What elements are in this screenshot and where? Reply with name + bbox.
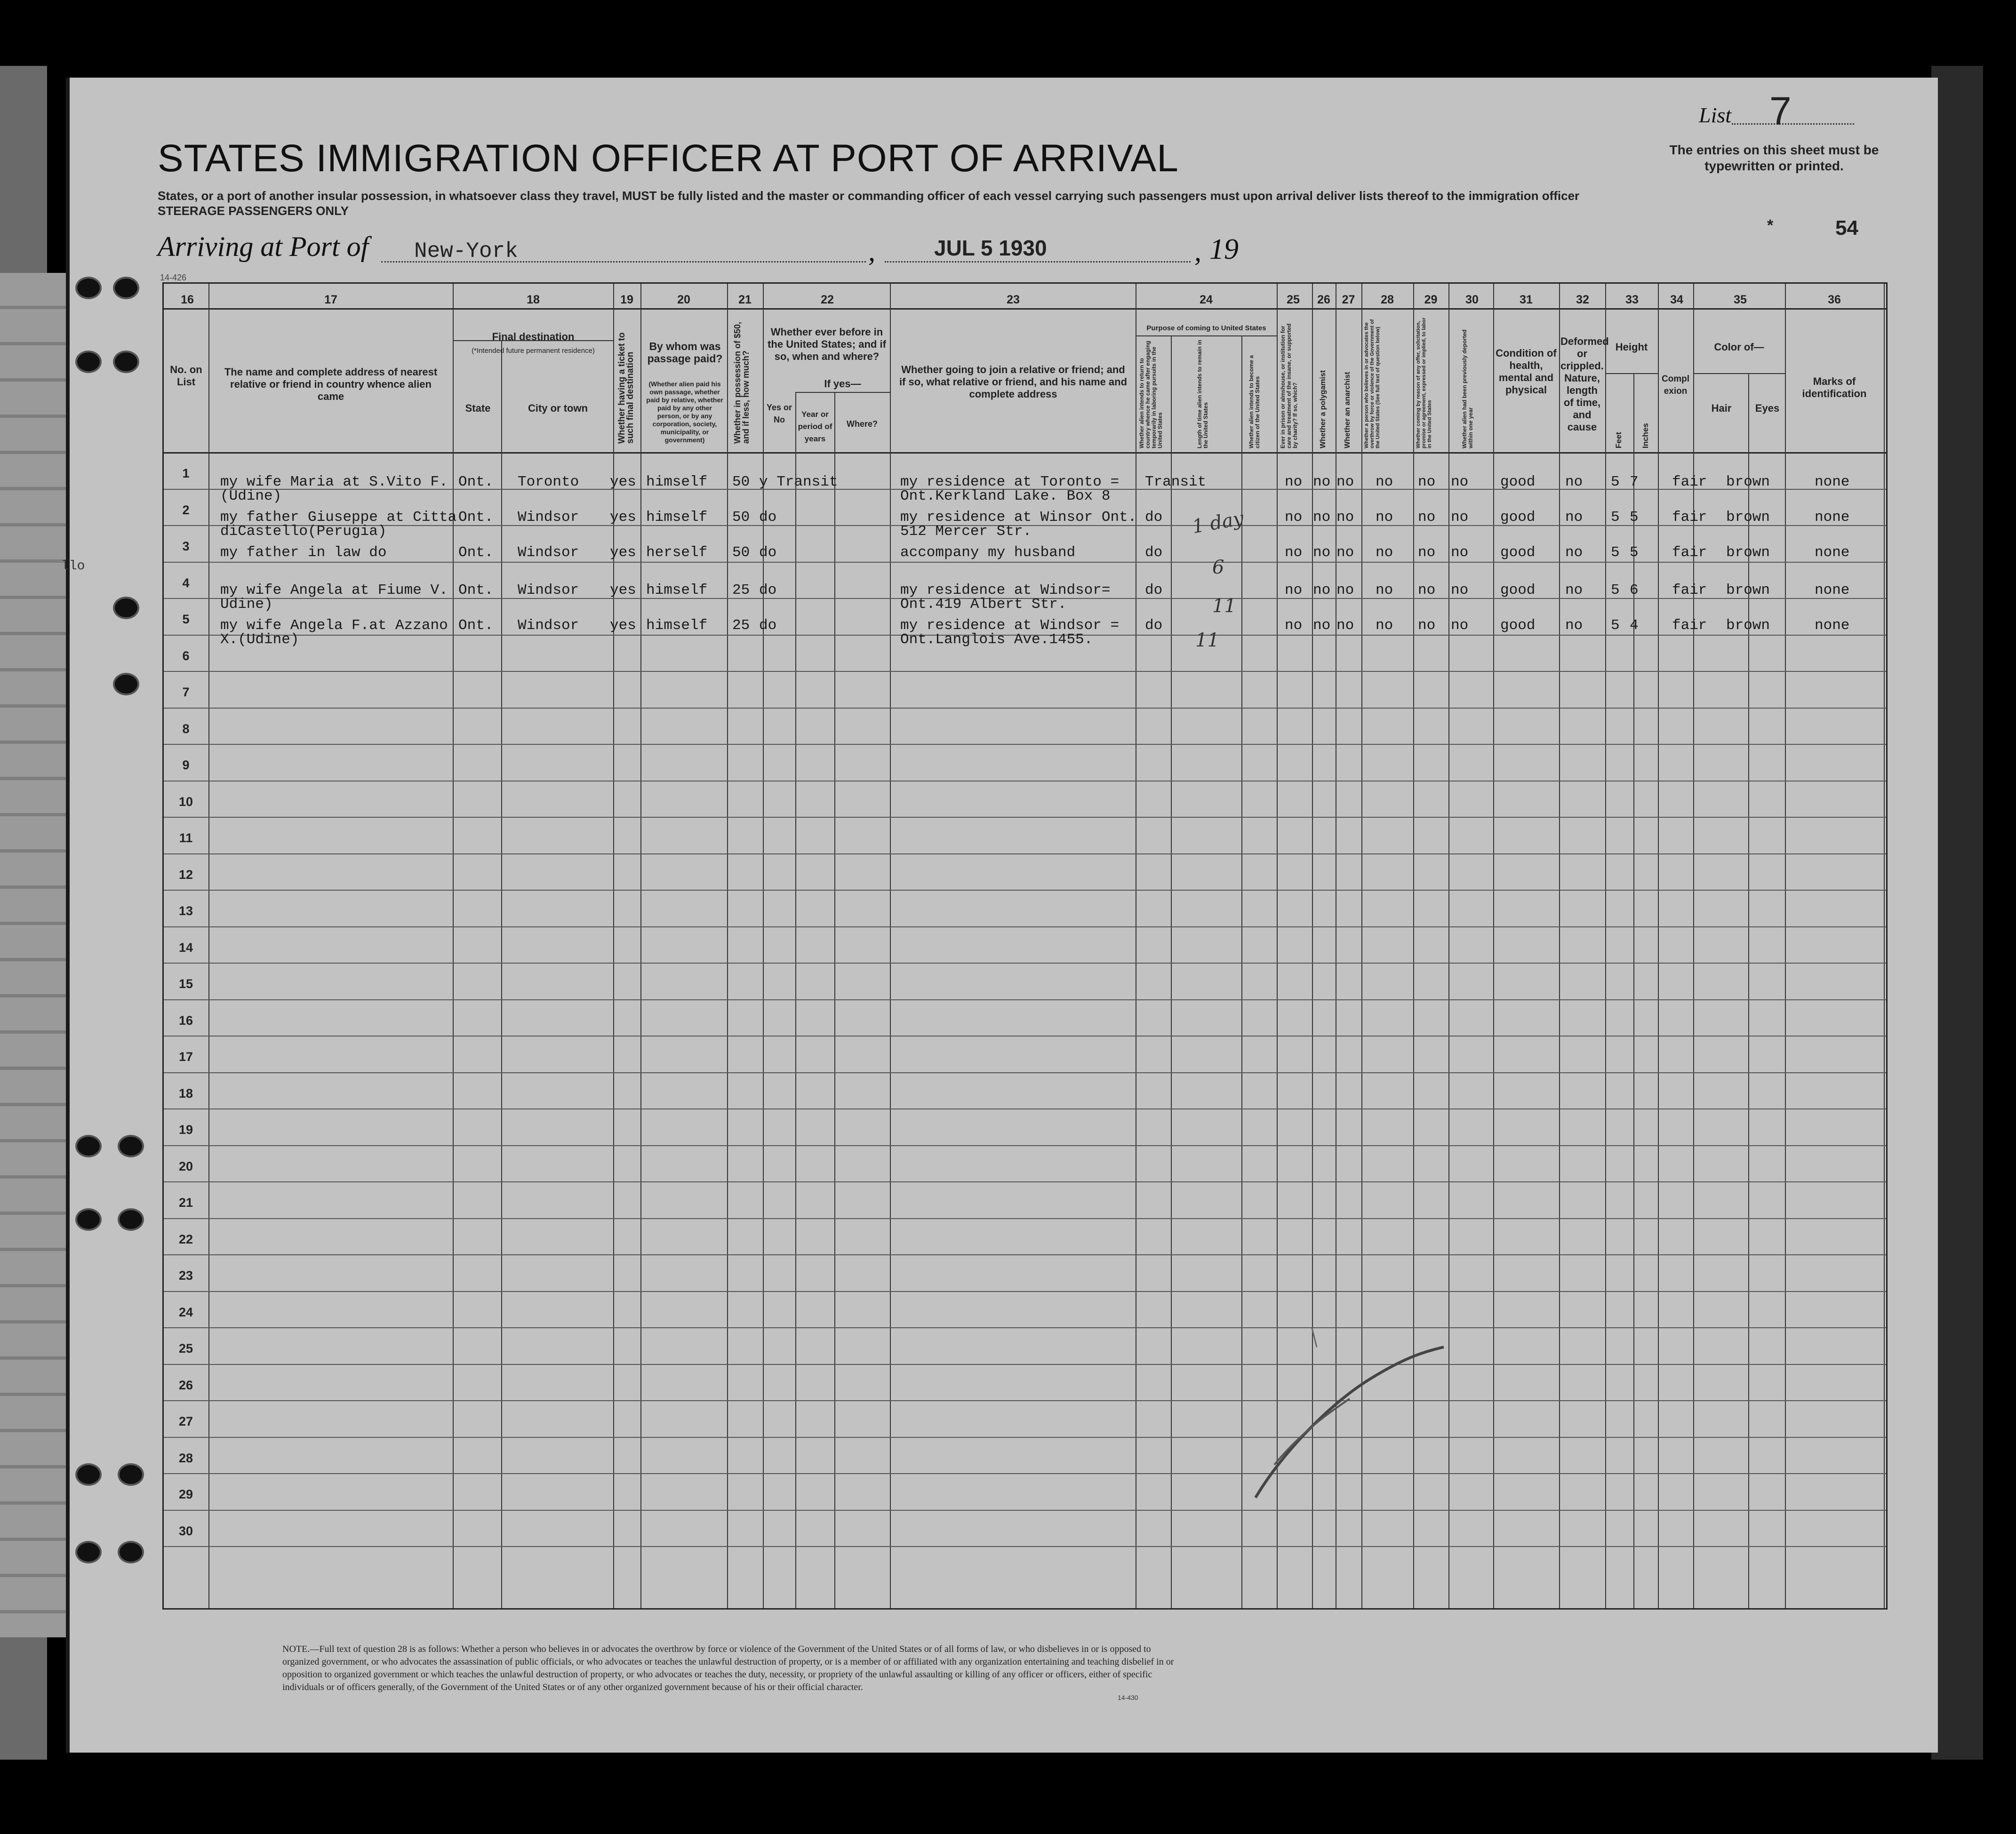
col-line (501, 340, 502, 1608)
header-marks: Marks of identification (1802, 375, 1867, 399)
before-in-us-cell: do (759, 617, 777, 634)
header-hair: Hair (1711, 402, 1732, 414)
city-cell: Windsor (518, 509, 579, 526)
binder-hole-icon (118, 1541, 144, 1563)
row-line (164, 671, 1886, 672)
col-line (208, 284, 209, 1608)
passage-paid-cell: himself (646, 617, 708, 634)
height-inches-cell: 5 (1630, 544, 1639, 561)
row-number: 16 (178, 1013, 193, 1028)
col-num-21: 21 (738, 293, 752, 306)
ticket-cell: yes (610, 617, 636, 634)
ticket-cell: yes (610, 582, 636, 598)
col-num-32: 32 (1576, 293, 1589, 306)
health-cell: good (1500, 617, 1536, 634)
row-line (164, 1181, 1886, 1182)
state-cell: Ont. (458, 582, 494, 598)
labor-offer-cell: no (1418, 544, 1436, 561)
header-purpose-return: Whether alien intends to return to country whence he came after engaging temporarily in laboring pursuits in the United States (1138, 341, 1163, 448)
row-line (164, 562, 1886, 563)
height-inches-cell: 4 (1630, 617, 1639, 634)
state-cell: Ont. (458, 474, 494, 490)
col-num-34: 34 (1670, 293, 1683, 306)
row-line (164, 1072, 1886, 1073)
row-number: 23 (178, 1268, 193, 1283)
comma: , (868, 236, 875, 267)
deported-cell: no (1451, 582, 1469, 598)
row-line (164, 1546, 1886, 1547)
col-line (1493, 284, 1494, 1608)
col-num-28: 28 (1381, 293, 1394, 306)
row-number: 2 (182, 502, 190, 517)
col-num-22: 22 (821, 293, 834, 306)
row-number: 15 (178, 977, 193, 991)
binder-hole-icon (113, 597, 139, 619)
anarchist-cell: no (1336, 509, 1354, 526)
overthrow-cell: no (1376, 617, 1393, 634)
row-number: 3 (182, 539, 190, 553)
row-line (164, 744, 1886, 745)
state-cell: Ont. (458, 544, 494, 561)
col-num-31: 31 (1520, 293, 1533, 306)
anarchist-cell: no (1336, 544, 1354, 561)
relative-address-line1: my wife Angela at Fiume V. (220, 582, 448, 598)
col-num-18: 18 (527, 293, 540, 306)
header-color-of: Color of— (1714, 341, 1764, 353)
row-line (164, 1437, 1886, 1438)
row-number: 30 (178, 1523, 193, 1538)
deformed-cell: no (1565, 582, 1583, 598)
row-line (164, 1291, 1886, 1292)
relative-address-line2: X.(Udine) (220, 631, 299, 648)
port-value: New-York (414, 239, 518, 263)
page-edge-right (1931, 66, 1983, 1760)
polygamist-cell: no (1313, 617, 1331, 634)
deformed-cell: no (1565, 544, 1583, 561)
row-number: 12 (178, 867, 193, 882)
ticket-cell: yes (610, 544, 636, 561)
money-cell: 25 (732, 617, 750, 634)
before-in-us-cell: do (759, 509, 777, 526)
complexion-cell: fair (1672, 474, 1707, 490)
row-number: 22 (178, 1232, 193, 1246)
row-line (164, 1218, 1886, 1219)
row-line (164, 926, 1886, 927)
polygamist-cell: no (1313, 509, 1331, 526)
header-subline (453, 340, 613, 341)
binder-hole-icon (118, 1463, 144, 1486)
header-divider (164, 308, 1886, 310)
header-relative-address: The name and complete address of nearest relative or friend in country whence alien came (224, 366, 438, 402)
binder-hole-icon (75, 1208, 102, 1231)
row-line (164, 1327, 1886, 1328)
hair-cell: brown (1726, 474, 1770, 490)
prison-cell: no (1285, 509, 1303, 526)
header-yes-no: Yes or No (766, 403, 792, 424)
polygamist-cell: no (1313, 582, 1331, 598)
relative-address-line2: (Udine) (220, 488, 282, 504)
deported-cell: no (1451, 474, 1469, 490)
comma: , (1194, 236, 1201, 267)
length-of-stay-cell: do (1145, 509, 1163, 526)
col-num-35: 35 (1734, 293, 1747, 306)
row-number: 13 (178, 904, 193, 918)
row-line (164, 1108, 1886, 1109)
col-num-26: 26 (1317, 293, 1330, 306)
row-number: 21 (178, 1196, 193, 1210)
before-in-us-cell: do (759, 582, 777, 598)
col-num-33: 33 (1625, 293, 1639, 306)
col-num-19: 19 (620, 293, 633, 306)
subtitle-line-1: States, or a port of another insular possession, in whatsoever class they travel, MUST be fully listed and the master or commanding officer of each vessel carrying such passengers must upon arrival deliver lists thereof to the immigration officer (158, 189, 1580, 203)
col-num-30: 30 (1465, 293, 1479, 306)
row-line (164, 1254, 1886, 1255)
header-deformed: Deformed or crippled. Nature, length of time, and cause (1560, 335, 1609, 433)
before-in-us-cell: do (759, 544, 777, 561)
before-in-us-cell: y Transit (759, 474, 838, 490)
asterisk-mark: * (1767, 216, 1774, 234)
col-num-16: 16 (181, 293, 194, 306)
header-money: Whether in possession of $50, and if less, how much? (733, 321, 751, 444)
header-feet: Feet (1614, 432, 1623, 448)
complexion-cell: fair (1672, 509, 1707, 526)
money-cell: 50 (732, 509, 750, 526)
header-purpose-length: Length of time alien intends to remain in the United States (1196, 340, 1209, 448)
row-number: 18 (178, 1086, 193, 1100)
header-purpose: Purpose of coming to United States (1146, 324, 1266, 332)
handwritten-length-note: 1 day (1190, 507, 1246, 538)
height-feet-cell: 5 (1611, 474, 1620, 490)
city-cell: Windsor (518, 544, 579, 561)
header-destination-note: (*Intended future permanent residence) (472, 347, 595, 355)
row-number: 24 (178, 1305, 193, 1319)
height-inches-cell: 6 (1630, 582, 1639, 598)
row-number: 8 (182, 721, 190, 736)
height-inches-cell: 7 (1630, 474, 1639, 490)
header-final-destination: Final destination (492, 331, 575, 343)
row-line (164, 890, 1886, 891)
money-cell: 50 (732, 544, 750, 561)
binder-hole-icon (75, 277, 102, 299)
header-ticket: Whether having a ticket to such final destination (617, 332, 635, 444)
marks-cell: none (1815, 474, 1850, 490)
col-num-36: 36 (1828, 293, 1841, 306)
header-health: Condition of health, mental and physical (1496, 347, 1557, 396)
pencil-scribble (1246, 1309, 1453, 1507)
join-relative-line1: my residence at Winsor Ont. (900, 509, 1137, 526)
deformed-cell: no (1565, 474, 1583, 490)
col-num-17: 17 (324, 293, 337, 306)
anarchist-cell: no (1336, 582, 1354, 598)
height-feet-cell: 5 (1611, 509, 1620, 526)
join-relative-line2: 512 Mercer Str. (900, 523, 1032, 540)
overthrow-cell: no (1376, 582, 1393, 598)
binder-hole-icon (75, 1463, 102, 1486)
header-anarchist: Whether an anarchist (1344, 372, 1352, 448)
relative-address-line2: Udine) (220, 596, 273, 613)
header-state: State (465, 402, 491, 414)
row-number: 27 (178, 1414, 193, 1428)
deported-cell: no (1451, 544, 1469, 561)
header-prison: Ever in prison or almshouse, or institution for care and treatment of the insane, or supported by charity? If so, which? (1280, 323, 1298, 448)
col-num-27: 27 (1342, 293, 1355, 306)
row-line (164, 853, 1886, 854)
deported-cell: no (1451, 617, 1469, 634)
col-line (1658, 284, 1659, 1608)
hair-cell: brown (1726, 617, 1770, 634)
header-eyes: Eyes (1755, 402, 1780, 414)
row-line (164, 1510, 1886, 1511)
header-before-in-us: Whether ever before in the United States; and if so, when and where? (768, 326, 886, 362)
city-cell: Toronto (518, 474, 579, 490)
footnote-code: 14-430 (1118, 1694, 1138, 1701)
row-number: 7 (182, 685, 190, 699)
binder-hole-icon (118, 1135, 144, 1157)
page-title: STATES IMMIGRATION OFFICER AT PORT OF ARRIVAL (158, 137, 1179, 180)
col-num-24: 24 (1200, 293, 1213, 306)
row-line (164, 1473, 1886, 1474)
row-line (164, 708, 1886, 709)
relative-address-line2: diCastello(Perugia) (220, 523, 387, 540)
health-cell: good (1500, 474, 1536, 490)
polygamist-cell: no (1313, 544, 1331, 561)
page-subtitle (158, 188, 1579, 218)
row-line (164, 963, 1886, 964)
page-number: 54 (1835, 216, 1858, 239)
row-number: 11 (179, 831, 193, 845)
subtitle-line-2: STEERAGE PASSENGERS ONLY (158, 204, 349, 218)
complexion-cell: fair (1672, 582, 1707, 598)
col-line (890, 284, 891, 1608)
join-relative-line1: my residence at Toronto = (900, 474, 1120, 490)
header-where: Where? (846, 419, 878, 429)
header-passage-paid: By whom was passage paid? (647, 340, 723, 365)
hair-cell: brown (1726, 582, 1770, 598)
entries-note: The entries on this sheet must be typewritten or printed. (1669, 143, 1879, 173)
polygamist-cell: no (1313, 474, 1331, 490)
length-of-stay-cell: Transit (1145, 474, 1207, 490)
height-feet-cell: 5 (1611, 617, 1620, 634)
length-of-stay-cell: do (1145, 617, 1163, 634)
year-prefix: 19 (1209, 233, 1239, 265)
arrival-date: JUL 5 1930 (934, 236, 1047, 260)
height-feet-cell: 5 (1611, 582, 1620, 598)
anarchist-cell: no (1336, 617, 1354, 634)
row-number: 14 (178, 940, 193, 955)
state-cell: Ont. (458, 509, 494, 526)
row-number: 5 (182, 612, 190, 626)
header-passage-note: (Whether alien paid his own passage, whether paid by relative, whether paid by any other person, or by any corporation, society, municipality, or government) (646, 380, 723, 444)
col-line (1605, 284, 1606, 1608)
header-subline (1136, 335, 1277, 336)
deported-cell: no (1451, 509, 1469, 526)
handwritten-mark: 11 (1195, 630, 1219, 651)
header-city: City or town (528, 402, 588, 414)
relative-address-line1: my wife Angela F.at Azzano (220, 617, 448, 634)
header-bottom (164, 452, 1886, 454)
list-line (1732, 123, 1854, 125)
overthrow-cell: no (1376, 509, 1393, 526)
overthrow-cell: no (1376, 474, 1393, 490)
row-line (164, 1145, 1886, 1146)
row-number: 20 (178, 1159, 193, 1173)
header-overthrow: Whether a person who believes in or advocates the overthrow by force or violence of the Government of the United States (See full text of question below) (1364, 319, 1381, 448)
state-cell: Ont. (458, 617, 494, 634)
col-line (1559, 284, 1560, 1608)
col-num-23: 23 (1007, 293, 1020, 306)
row-line (164, 1364, 1886, 1365)
prison-cell: no (1285, 474, 1303, 490)
passage-paid-cell: himself (646, 474, 708, 490)
row-line (164, 1036, 1886, 1037)
handwritten-mark: 6 (1212, 557, 1224, 578)
money-cell: 25 (732, 582, 750, 598)
labor-offer-cell: no (1418, 509, 1436, 526)
relative-address-line1: my father in law do (220, 544, 387, 561)
date-line (885, 261, 1191, 263)
header-year-period: Year or period of years (798, 410, 832, 443)
row-number: 6 (182, 648, 190, 663)
binder-hole-icon (118, 1208, 144, 1231)
row-number: 28 (178, 1451, 193, 1465)
col-line (834, 392, 835, 1608)
footnote: NOTE.—Full text of question 28 is as follows: Whether a person who believes in or advocates the overthrow by force or violence of the Government of the United States or of all forms of law, or who disbelieves in or is opposed to organized government, or who advocates the assassination of public officials, or who advocates or teaches the unlawful destruction of property, or is a member of or affiliated with any organization entertaining and teaching disbelief in or opposition to organized government or which teaches the unlawful destruction of property, or who advocates or teaches the duty, necessity, or propriety of the unlawful assaulting or killing of any officer or officers, either of specific individuals or of officers generally, of the Government of the United States or of any other organized government because of his or their official character. (282, 1644, 1174, 1692)
row-number: 19 (178, 1123, 193, 1137)
row-number: 29 (178, 1487, 193, 1501)
marks-cell: none (1815, 617, 1850, 634)
join-relative-line1: my residence at Windsor= (900, 582, 1111, 598)
col-num-20: 20 (677, 293, 690, 306)
row-number: 4 (182, 575, 190, 590)
handwritten-mark: 11 (1212, 595, 1236, 617)
header-no-on-list: No. on List (170, 364, 202, 388)
col-line (640, 284, 641, 1608)
deformed-cell: no (1565, 617, 1583, 634)
height-feet-cell: 5 (1611, 544, 1620, 561)
list-number: 7 (1769, 89, 1792, 133)
col-line (795, 392, 796, 1608)
labor-offer-cell: no (1418, 474, 1436, 490)
anarchist-cell: no (1336, 474, 1354, 490)
row-line (164, 817, 1886, 818)
ticket-cell: yes (610, 509, 636, 526)
binder-hole-icon (113, 673, 139, 695)
money-cell: 50 (732, 474, 750, 490)
binder-hole-icon (113, 351, 139, 373)
passage-paid-cell: himself (646, 582, 708, 598)
prison-cell: no (1285, 617, 1303, 634)
col-line (453, 284, 454, 1608)
binder-hole-icon (113, 277, 139, 299)
header-height: Height (1615, 341, 1648, 353)
passage-paid-cell: himself (646, 509, 708, 526)
overthrow-cell: no (1376, 544, 1393, 561)
passage-paid-cell: herself (646, 544, 708, 561)
header-complexion: Complexion (1661, 374, 1690, 396)
health-cell: good (1500, 509, 1536, 526)
prison-cell: no (1285, 582, 1303, 598)
row-number: 10 (178, 794, 193, 809)
row-line (164, 1400, 1886, 1401)
length-of-stay-cell: do (1145, 582, 1163, 598)
row-number: 25 (178, 1341, 193, 1356)
join-relative-line2: Ont.Kerkland Lake. Box 8 (900, 488, 1111, 504)
col-line (1785, 284, 1786, 1608)
manifest-table (162, 282, 1888, 1610)
hair-cell: brown (1726, 544, 1770, 561)
ticket-cell: yes (610, 474, 636, 490)
length-of-stay-cell: do (1145, 544, 1163, 561)
col-num-29: 29 (1424, 293, 1438, 306)
row-number: 26 (178, 1378, 193, 1392)
prison-cell: no (1285, 544, 1303, 561)
join-relative-line1: my residence at Windsor = (900, 617, 1120, 634)
col-line (1171, 335, 1172, 1608)
join-relative-line1: accompany my husband (900, 544, 1076, 561)
deformed-cell: no (1565, 509, 1583, 526)
header-polygamist: Whether a polygamist (1319, 370, 1327, 448)
header-subline (1605, 373, 1658, 374)
health-cell: good (1500, 582, 1536, 598)
relative-address-line1: my father Giuseppe at Citta (220, 509, 457, 526)
health-cell: good (1500, 544, 1536, 561)
header-join-relative: Whether going to join a relative or friend; and if so, what relative or friend, and his name and complete address (899, 364, 1128, 400)
header-labor-offer: Whether coming by reason of any offer, solicitation, promise or agreement, expressed or implied, to labor in the United States (1416, 317, 1432, 448)
row-number: 9 (182, 758, 190, 772)
city-cell: Windsor (518, 617, 579, 634)
marks-cell: none (1815, 582, 1850, 598)
marks-cell: none (1815, 544, 1850, 561)
arriving-label: Arriving at Port of (158, 231, 369, 262)
join-relative-line2: Ont.Langlois Ave.1455. (900, 631, 1093, 648)
col-num-25: 25 (1287, 293, 1300, 306)
row-number: 17 (178, 1050, 193, 1064)
header-subline (795, 392, 890, 393)
city-cell: Windsor (518, 582, 579, 598)
header-if-yes: If yes— (824, 378, 861, 390)
labor-offer-cell: no (1418, 582, 1436, 598)
height-inches-cell: 5 (1630, 509, 1639, 526)
binder-hole-icon (75, 1541, 102, 1563)
binder-hole-icon (75, 1135, 102, 1157)
header-purpose-citizen: Whether alien intends to become a citizen of the United States (1248, 355, 1261, 448)
adjacent-page-strip (0, 273, 75, 1637)
row-number: 1 (182, 466, 190, 480)
form-code: 14-426 (160, 273, 187, 282)
complexion-cell: fair (1672, 617, 1707, 634)
header-subline (1693, 373, 1785, 374)
list-label: List (1699, 103, 1732, 127)
header-inches: Inches (1641, 423, 1650, 448)
header-deported: Whether alien had been previously deported within one year (1461, 329, 1474, 448)
labor-offer-cell: no (1418, 617, 1436, 634)
marks-cell: none (1815, 509, 1850, 526)
binder-hole-icon (75, 351, 102, 373)
row-line (164, 999, 1886, 1000)
relative-address-line1: my wife Maria at S.Vito F. (220, 474, 448, 490)
join-relative-line2: Ont.419 Albert Str. (900, 596, 1067, 613)
col-line (727, 284, 728, 1608)
adjacent-page-text: llo (61, 559, 85, 574)
col-line (1884, 284, 1885, 1608)
complexion-cell: fair (1672, 544, 1707, 561)
hair-cell: brown (1726, 509, 1770, 526)
